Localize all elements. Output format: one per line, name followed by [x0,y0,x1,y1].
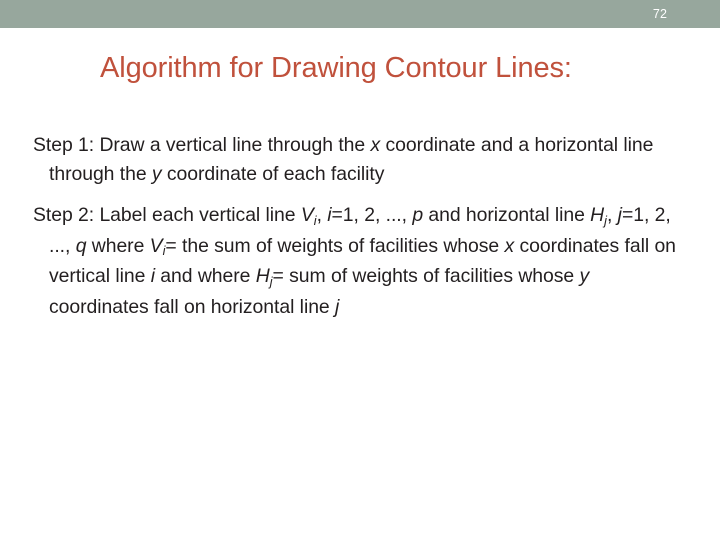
math-variable: y [579,265,590,287]
step-1-label: Step 1: [33,134,95,156]
step-2-paragraph [33,201,683,321]
math-subscript: i [313,212,317,228]
math-variable: x [504,234,515,257]
math-variable: $V_i$ [149,234,166,259]
math-variable: p [412,204,424,226]
math-variable: i [150,265,155,287]
math-variable: x [370,134,381,156]
math-subscript: j [269,273,273,289]
math-variable: $H_j$ [255,265,273,289]
math-subscript: j [604,212,607,228]
math-variable: $V_i$ [300,204,317,228]
body-content [33,131,683,327]
math-variable: y [151,162,162,185]
math-variable: q [75,234,87,257]
page-title: Algorithm for Drawing Contour Lines: [100,52,572,84]
math-variable: i [327,204,332,226]
step-1-paragraph [33,131,683,188]
math-variable: j [617,204,622,226]
step-2-label: Step 2: [33,204,95,226]
page-number: 72 [652,7,668,21]
math-variable: $H_j$ [590,204,607,228]
math-subscript: i [162,243,166,259]
step-2-text: Label each vertical line $V_i$, i=1, 2, ..., p and horizontal line $H_j$, j=1, 2, ..., q where $V_i=$ the sum of weights of facilities whose x coordinates fall on vertical line i and where $H_j=$ sum of weights of facilities whose y coordinates fall on horizontal line j [49,204,676,318]
math-variable: j [335,295,340,318]
step-1-text: Draw a vertical line through the x coordinate and a horizontal line through the y coordinate of each facility [49,134,654,185]
top-banner [0,0,720,28]
